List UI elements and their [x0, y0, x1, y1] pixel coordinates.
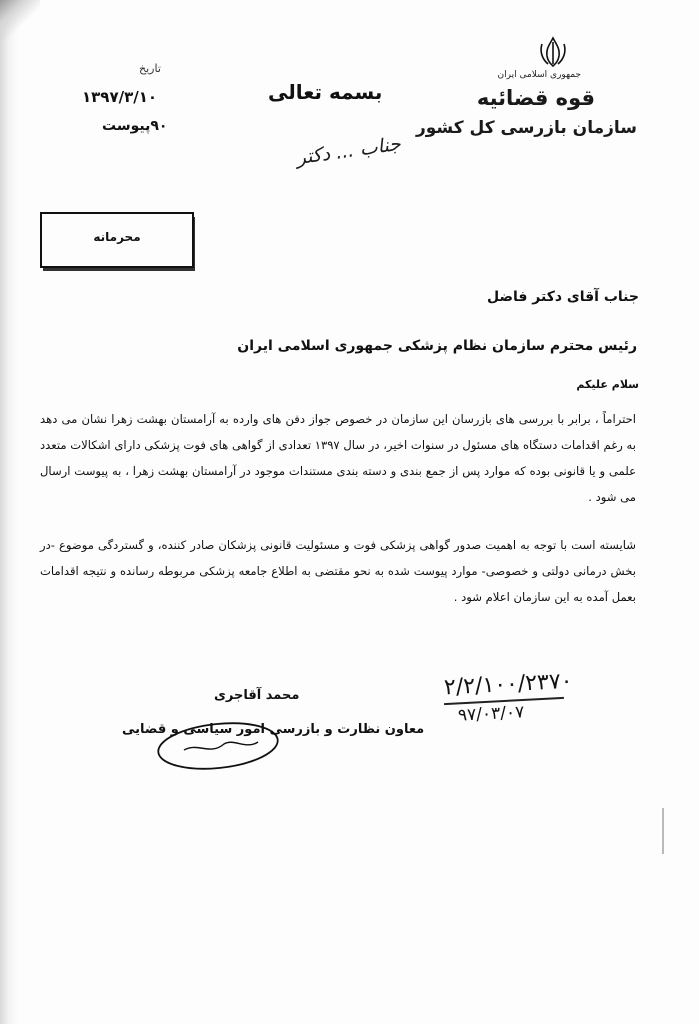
confidential-label: محرمانه: [93, 230, 141, 244]
attachment-number: ۹۰پیوست: [102, 118, 168, 134]
iran-emblem-icon: [536, 36, 570, 68]
government-line: جمهوری اسلامی ایران: [497, 70, 581, 80]
registration-number: ۲/۲/۱۰۰/۲۳۷۰: [443, 668, 574, 701]
signature-scribble-icon: [154, 716, 284, 776]
organization-name: سازمان بازرسی کل کشور: [415, 118, 637, 138]
registration-date: ۹۷/۰۳/۰۷: [457, 702, 525, 726]
folded-corner: [0, 0, 40, 40]
addressee: جناب آقای دکتر فاضل: [486, 289, 639, 305]
signer-title: معاون نظارت و بازرسی امور سیاسی و قضایی: [122, 722, 425, 737]
signer-name: محمد آقاجری: [214, 688, 300, 703]
recipient-position: رئیس محترم سازمان نظام پزشکی جمهوری اسلامی ایران: [237, 338, 637, 354]
scan-edge: [0, 0, 18, 1024]
confidential-stamp: [40, 212, 194, 268]
judiciary-title: قوه قضائیه: [476, 86, 595, 110]
greeting: سلام علیکم: [576, 378, 639, 391]
scan-mark: [660, 808, 666, 854]
bismillah-heading: بسمه تعالی: [268, 80, 383, 104]
date-label: تاریخ: [139, 62, 161, 75]
body-paragraph-1: احتراماً ، برابر با بررسی های بازرسان این سازمان در خصوص جواز دفن های وارده به آرامستان بهشت زهرا نشان می دهد به رغم اقدامات دستگاه های مسئول در سنوات اخیر، در سال ۱۳۹۷ تعدادی از گواهی های فوت پزشکی دارای اشکالات متعدد علمی و یا قانونی بوده که موارد پس از جمع بندی و دسته بندی مستندات موجود در آرامستان بهشت زهرا ، به پیوست ارسال می شود .: [40, 412, 636, 504]
date-value: ۱۳۹۷/۳/۱۰: [82, 88, 158, 106]
handwritten-note: جناب ... دکتر: [294, 132, 403, 170]
body-paragraph-2: شایسته است با توجه به اهمیت صدور گواهی پزشکی فوت و مسئولیت قانونی پزشکان صادر کننده، و گستردگی موضوع -در بخش درمانی دولتی و خصوصی- موارد پیوست شده به نحو مقتضی به اطلاع جامعه پزشکی مربوطه رسانده و نتیجه اقدامات بعمل آمده به این سازمان اعلام شود .: [40, 538, 636, 604]
